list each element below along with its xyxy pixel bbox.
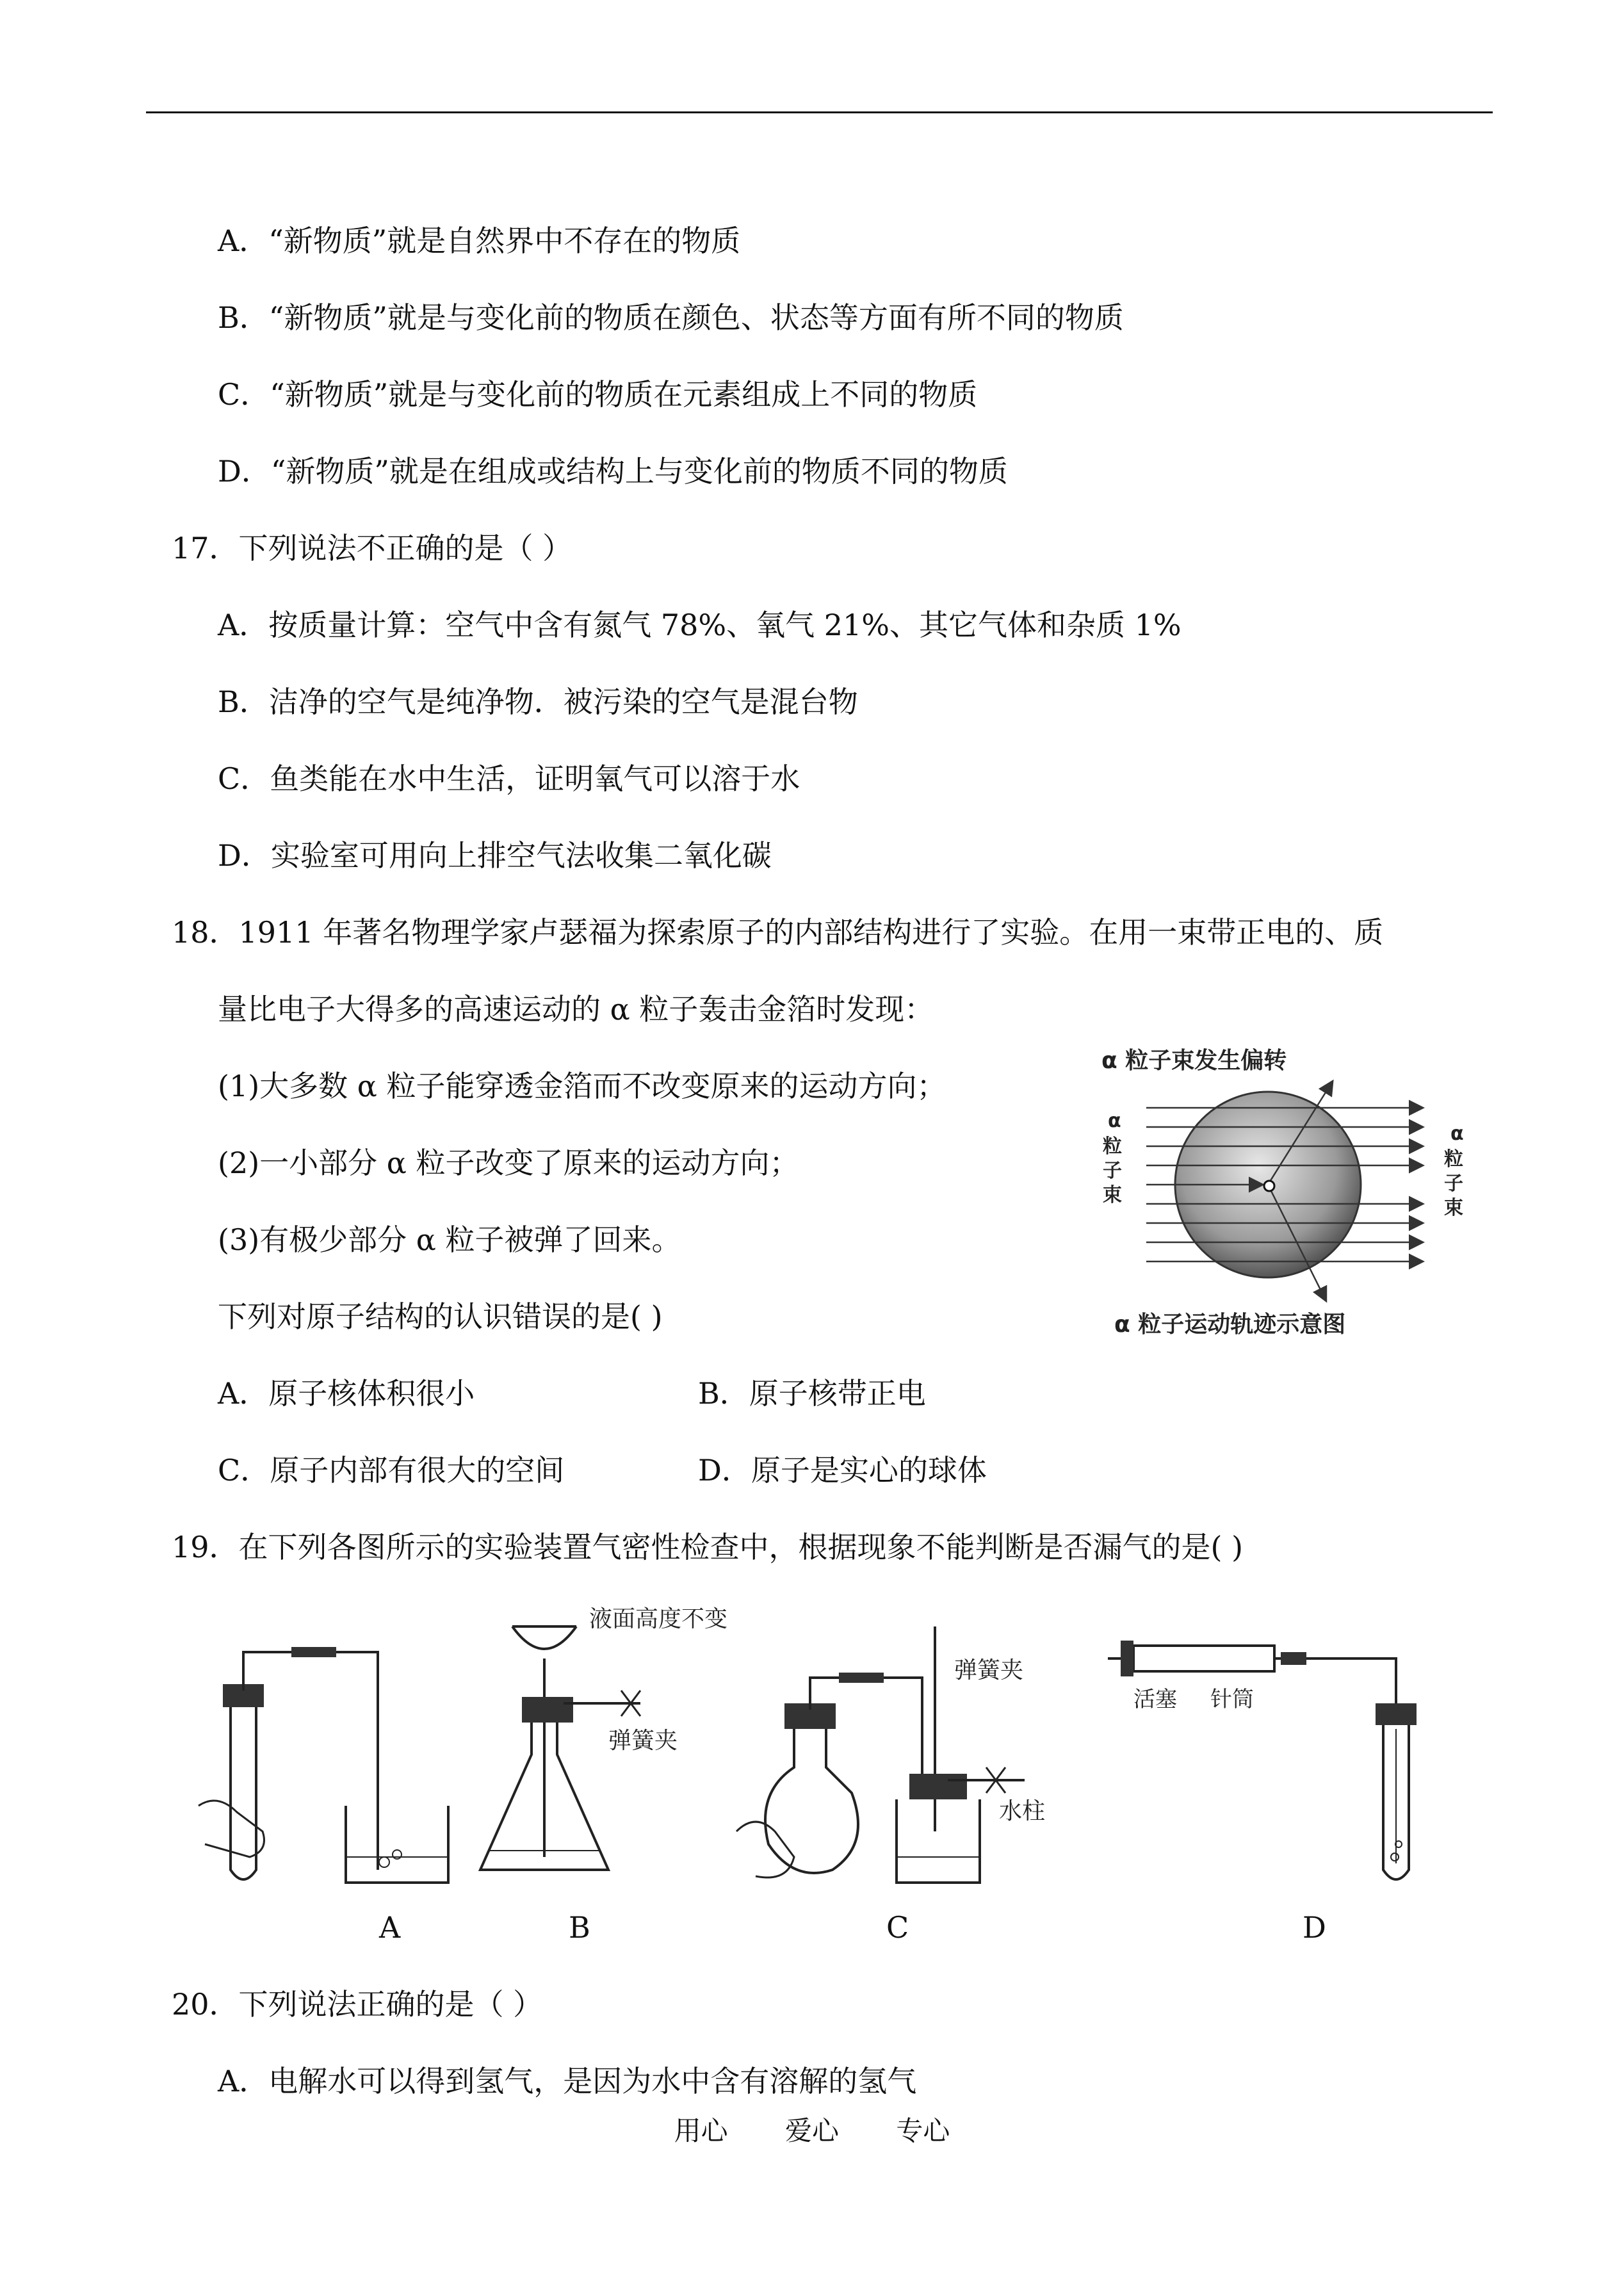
q18-finding-1: (1)大多数 α 粒子能穿透金箔而不改变原来的运动方向； [218, 1069, 946, 1103]
fig-a-apparatus [199, 1647, 448, 1883]
footer-word-1: 用心 [674, 2115, 728, 2146]
q17-option-a: A．按质量计算：空气中含有氮气 78%、氧气 21%、其它气体和杂质 1% [218, 608, 1181, 642]
q18-question: 下列对原子结构的认识错误的是( ) [218, 1299, 663, 1334]
fig18-left-label-3: 束 [1103, 1184, 1122, 1206]
q18-stem-line1: 18．1911 年著名物理学家卢瑟福为探索原子的内部结构进行了实验。在用一束带正电的、质 [172, 915, 1384, 950]
q18-option-b: B．原子核带正电 [698, 1376, 926, 1411]
q18-finding-2: (2)一小部分 α 粒子改变了原来的运动方向； [218, 1146, 799, 1180]
q17-option-b: B．洁净的空气是纯净物．被污染的空气是混台物 [218, 685, 858, 719]
q19-label-b: B [569, 1910, 590, 1945]
fig18-top-label: α 粒子束发生偏转 [1101, 1048, 1287, 1074]
footer-word-3: 专心 [896, 2115, 950, 2146]
fig18-right-label-1: 粒 [1444, 1148, 1463, 1171]
q19-stem: 19．在下列各图所示的实验装置气密性检查中，根据现象不能判断是否漏气的是( ) [172, 1530, 1244, 1564]
fig18-right-label-0: α [1450, 1123, 1464, 1145]
fig18-caption: α 粒子运动轨迹示意图 [1114, 1311, 1346, 1338]
q16-option-c: C．“新物质”就是与变化前的物质在元素组成上不同的物质 [218, 377, 978, 412]
header-rule [146, 111, 1493, 113]
airtightness-figures [192, 1601, 1473, 1895]
q17-option-c: C．鱼类能在水中生活，证明氧气可以溶于水 [218, 761, 800, 796]
fig-d-piston-label: 活塞 [1133, 1687, 1177, 1712]
q16-option-b: B．“新物质”就是与变化前的物质在颜色、状态等方面有所不同的物质 [218, 300, 1124, 335]
q20-stem: 20．下列说法正确的是（ ） [172, 1987, 543, 2022]
fig18-left-label-0: α [1108, 1110, 1121, 1132]
q20-option-a: A．电解水可以得到氢气，是因为水中含有溶解的氢气 [218, 2064, 917, 2098]
fig-b-clamp-label: 弹簧夹 [608, 1728, 678, 1754]
footer-word-2: 爱心 [784, 2115, 839, 2146]
q17-option-d: D．实验室可用向上排空气法收集二氧化碳 [218, 838, 772, 873]
fig18-left-label-1: 粒 [1103, 1135, 1122, 1158]
fig18-right-label-2: 子 [1444, 1172, 1463, 1195]
q18-option-a: A．原子核体积很小 [218, 1376, 475, 1411]
q19-label-d: D [1303, 1910, 1326, 1945]
fig-c-clamp-label: 弹簧夹 [954, 1657, 1024, 1683]
q18-option-d: D．原子是实心的球体 [698, 1453, 987, 1488]
alpha-scattering-figure [1089, 1037, 1486, 1358]
q18-finding-3: (3)有极少部分 α 粒子被弹了回来。 [218, 1222, 681, 1257]
q18-stem-line2: 量比电子大得多的高速运动的 α 粒子轰击金箔时发现： [218, 992, 934, 1026]
fig-c-water-label: 水柱 [999, 1798, 1046, 1824]
fig-d-apparatus [1108, 1641, 1417, 1879]
fig-d-syringe-label: 针筒 [1210, 1687, 1254, 1712]
q18-option-c: C．原子内部有很大的空间 [218, 1453, 565, 1488]
q16-option-a: A．“新物质”就是自然界中不存在的物质 [218, 223, 741, 258]
fig18-left-label-2: 子 [1103, 1160, 1122, 1182]
q19-label-a: A [379, 1910, 401, 1945]
q19-label-c: C [886, 1910, 909, 1945]
q16-option-d: D．“新物质”就是在组成或结构上与变化前的物质不同的物质 [218, 454, 1008, 489]
fig18-right-label-3: 束 [1444, 1197, 1463, 1219]
atom-nucleus [1264, 1181, 1274, 1191]
page-footer [0, 2113, 1624, 2149]
q17-stem: 17．下列说法不正确的是（ ） [172, 531, 572, 565]
fig-b-top-label: 液面高度不变 [589, 1606, 728, 1632]
